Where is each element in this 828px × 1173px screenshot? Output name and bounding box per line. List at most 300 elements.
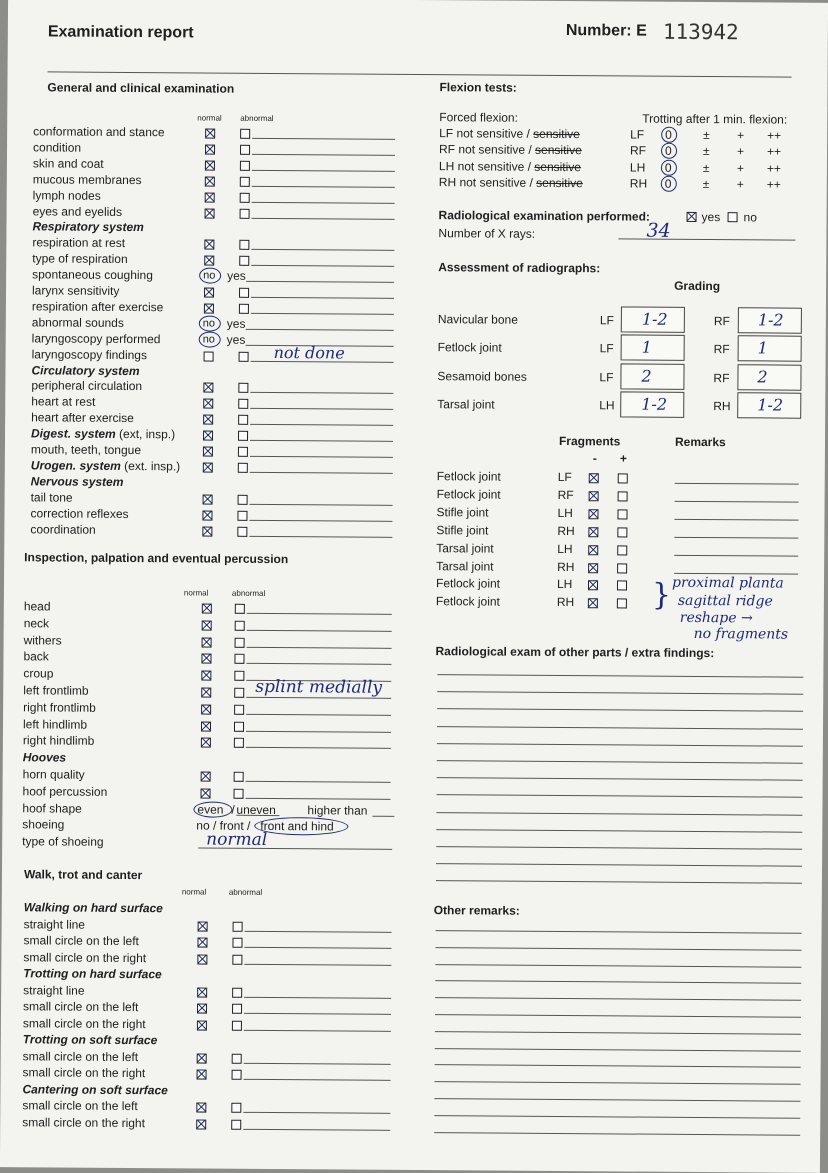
assessment-right-leg: RF — [713, 314, 730, 329]
handwritten-note: not done — [273, 342, 345, 363]
hoof-separator: / — [231, 802, 235, 817]
normal-checkbox[interactable] — [204, 256, 214, 266]
left-grade-box[interactable] — [621, 334, 685, 360]
general-section-title: General and clinical examination — [47, 80, 235, 96]
fragment-minus-checkbox[interactable] — [588, 509, 598, 519]
forced-flexion-label: Forced flexion: — [439, 110, 519, 125]
other-remarks-line — [435, 964, 801, 968]
normal-checkbox[interactable] — [203, 399, 213, 409]
abnormal-checkbox[interactable] — [239, 304, 249, 314]
fragment-plus-checkbox[interactable] — [617, 509, 627, 519]
walk-row-label: Trotting on hard surface — [23, 966, 162, 982]
grade-plusplus: ++ — [766, 144, 782, 159]
assessment-right-leg: RF — [713, 371, 730, 386]
grade-circle-mark — [661, 176, 677, 192]
walk-answer-line — [244, 1079, 391, 1081]
abnormal-checkbox[interactable] — [233, 921, 243, 931]
remarks-line — [674, 519, 798, 521]
general-answer-line — [246, 281, 394, 283]
abnormal-checkbox[interactable] — [238, 431, 248, 441]
other-parts-line — [436, 881, 802, 885]
abnormal-checkbox[interactable] — [239, 288, 249, 298]
general-row-label: eyes and eyelids — [32, 203, 123, 219]
other-remarks-line — [435, 1081, 801, 1085]
abnormal-checkbox[interactable] — [232, 1020, 242, 1030]
abnormal-checkbox[interactable] — [234, 772, 244, 782]
abnormal-checkbox[interactable] — [231, 1103, 241, 1113]
abnormal-checkbox[interactable] — [238, 383, 248, 393]
abnormal-checkbox[interactable] — [235, 604, 245, 614]
abnormal-checkbox[interactable] — [232, 1070, 242, 1080]
general-row-label: condition — [32, 140, 82, 155]
type-of-shoeing-value: normal — [206, 829, 268, 851]
right-grade-box[interactable] — [737, 364, 801, 390]
abnormal-checkbox[interactable] — [237, 510, 247, 520]
fragment-minus-checkbox[interactable] — [588, 563, 598, 573]
general-row-label: heart at rest — [31, 394, 96, 410]
grade-plusminus: ± — [702, 144, 710, 159]
other-remarks-line — [435, 1031, 801, 1035]
normal-checkbox[interactable] — [203, 494, 213, 504]
abnormal-checkbox[interactable] — [238, 494, 248, 504]
abnormal-checkbox[interactable] — [238, 399, 248, 409]
walk-row-label: Cantering on soft surface — [22, 1081, 168, 1097]
other-remarks-line — [434, 1098, 800, 1102]
normal-checkbox[interactable] — [205, 208, 215, 218]
right-grade-box[interactable] — [738, 335, 802, 361]
normal-checkbox[interactable] — [197, 1053, 207, 1063]
other-remarks-line — [435, 981, 801, 985]
other-parts-line — [437, 726, 803, 730]
fragment-joint: Fetlock joint — [435, 594, 500, 609]
inspection-row-label: neck — [23, 616, 50, 631]
fragment-leg: RH — [557, 559, 575, 574]
left-grade-box[interactable] — [620, 363, 684, 389]
abnormal-checkbox[interactable] — [239, 256, 249, 266]
grade-plusplus: ++ — [766, 177, 781, 192]
normal-checkbox[interactable] — [201, 772, 211, 782]
normal-checkbox[interactable] — [201, 788, 211, 798]
remarks-line — [675, 501, 799, 503]
walk-row-label: small circle on the left — [23, 933, 139, 949]
fragment-plus-checkbox[interactable] — [618, 473, 628, 483]
grade-plus: + — [737, 128, 745, 143]
inspection-answer-line — [246, 781, 391, 783]
general-row-label: heart after exercise — [31, 410, 134, 426]
walk-answer-line — [244, 1062, 391, 1064]
general-row-label: Respiratory system — [32, 219, 144, 235]
fragment-plus-checkbox[interactable] — [617, 599, 627, 609]
assessment-label: Sesamoid bones — [437, 369, 527, 384]
other-remarks-line — [435, 1065, 801, 1069]
radiological-no-checkbox[interactable] — [728, 212, 738, 222]
abnormal-checkbox[interactable] — [238, 415, 248, 425]
other-parts-line — [436, 846, 802, 850]
row-label-extra: (ext, insp.) — [115, 427, 176, 442]
abnormal-checkbox[interactable] — [240, 176, 250, 186]
yes-option[interactable]: yes — [226, 316, 246, 331]
normal-checkbox[interactable] — [197, 1020, 207, 1030]
normal-checkbox[interactable] — [203, 431, 213, 441]
assessment-label: Fetlock joint — [437, 340, 502, 355]
general-answer-line — [250, 408, 393, 410]
no-option[interactable]: no — [203, 269, 216, 282]
other-remarks-title: Other remarks: — [433, 903, 520, 918]
abnormal-checkbox[interactable] — [238, 447, 248, 457]
trotting-flexion-label: Trotting after 1 min. flexion: — [642, 111, 788, 127]
fragment-leg: LH — [556, 577, 573, 592]
abnormal-checkbox[interactable] — [232, 987, 242, 997]
shoeing-options[interactable]: no / front / — [196, 818, 251, 834]
fragments-plus: + — [619, 451, 627, 466]
other-remarks-line — [434, 1115, 800, 1119]
other-remarks-line — [435, 947, 801, 951]
inspection-row-label: head — [23, 599, 51, 614]
other-parts-line — [436, 829, 802, 833]
fragment-minus-checkbox[interactable] — [589, 473, 599, 483]
flexion-leg: RH — [629, 176, 648, 191]
fragment-leg: LH — [557, 505, 573, 520]
shoeing-front-and-hind[interactable]: front and hind — [260, 819, 334, 834]
handwritten-remark: sagittal ridge — [677, 592, 773, 610]
general-answer-line — [246, 329, 394, 331]
abnormal-checkbox[interactable] — [234, 688, 244, 698]
abnormal-checkbox[interactable] — [232, 1004, 242, 1014]
left-grade-value: 1-2 — [641, 309, 668, 329]
inspection-row-label: back — [23, 649, 49, 664]
general-answer-line — [251, 297, 394, 299]
normal-checkbox[interactable] — [201, 671, 211, 681]
struck-sensitive: sensitive — [534, 159, 582, 174]
flexion-leg: LH — [629, 160, 646, 175]
inspection-row-label: hoof percussion — [22, 784, 108, 799]
grade-zero-circled: 0 — [664, 144, 672, 159]
general-row-label: respiration at rest — [32, 235, 126, 251]
fragment-joint: Fetlock joint — [436, 487, 501, 502]
grade-circle-mark — [661, 127, 677, 143]
other-remarks-line — [436, 930, 802, 934]
inspection-row-label: type of shoeing — [22, 834, 104, 850]
abnormal-checkbox[interactable] — [234, 721, 244, 731]
other-remarks-line — [435, 997, 801, 1001]
other-remarks-line — [435, 1048, 801, 1052]
remarks-header: Remarks — [674, 434, 726, 450]
normal-checkbox[interactable] — [202, 510, 212, 520]
abnormal-checkbox[interactable] — [234, 789, 244, 799]
general-answer-line — [252, 138, 395, 140]
general-row-label: abnormal sounds — [31, 315, 124, 330]
walk-answer-line — [243, 1112, 390, 1114]
fragment-minus-checkbox[interactable] — [588, 581, 598, 591]
walk-row-label: small circle on the right — [23, 949, 147, 965]
other-parts-line — [436, 812, 802, 816]
yes-option[interactable]: yes — [227, 268, 246, 283]
fragment-joint: Fetlock joint — [436, 469, 501, 484]
fragment-plus-checkbox[interactable] — [618, 491, 628, 501]
fragments-minus: - — [592, 451, 597, 466]
fragment-joint: Tarsal joint — [436, 540, 494, 556]
radiological-yes: yes — [701, 209, 721, 225]
normal-checkbox[interactable] — [197, 1003, 207, 1013]
normal-checkbox[interactable] — [197, 1069, 207, 1079]
left-column — [8, 0, 828, 3]
abnormal-checkbox[interactable] — [240, 192, 250, 202]
abnormal-checkbox[interactable] — [235, 621, 245, 631]
normal-checkbox[interactable] — [202, 604, 212, 614]
remark-brace: } — [651, 577, 672, 613]
grade-circle-mark — [661, 143, 677, 159]
abnormal-checkbox[interactable] — [240, 145, 250, 155]
general-answer-line — [250, 440, 393, 442]
other-parts-line — [437, 691, 803, 695]
general-answer-line — [252, 201, 395, 203]
circled-no-mark — [199, 331, 221, 347]
inspection-row-label: right frontlimb — [23, 700, 96, 715]
grade-plusminus: ± — [702, 160, 710, 175]
fragment-minus-checkbox[interactable] — [588, 527, 598, 537]
abnormal-checkbox[interactable] — [238, 463, 248, 473]
abnormal-checkbox[interactable] — [232, 954, 242, 964]
abnormal-column-header: abnormal — [240, 113, 274, 124]
abnormal-checkbox[interactable] — [237, 526, 247, 536]
normal-checkbox[interactable] — [201, 704, 211, 714]
normal-checkbox[interactable] — [202, 620, 212, 630]
general-row-label: skin and coat — [32, 156, 104, 171]
normal-checkbox[interactable] — [205, 192, 215, 202]
walk-row-label: Trotting on soft surface — [22, 1032, 158, 1048]
other-remarks-line — [434, 1132, 800, 1136]
assessment-right-leg: RH — [713, 399, 731, 414]
normal-checkbox[interactable] — [204, 303, 214, 313]
normal-checkbox[interactable] — [205, 129, 215, 139]
assessment-left-leg: LF — [599, 313, 614, 328]
grade-zero-circled: 0 — [664, 176, 672, 191]
normal-checkbox[interactable] — [202, 637, 212, 647]
row-label-extra: (ext. insp.) — [120, 458, 181, 474]
normal-checkbox[interactable] — [196, 1119, 206, 1129]
inspection-row-label: horn quality — [22, 767, 85, 782]
general-row-label: conformation and stance — [33, 124, 165, 140]
inspection-row-label: croup — [23, 666, 54, 681]
other-parts-title: Radiological exam of other parts / extra findings: — [435, 644, 715, 661]
general-answer-line — [252, 170, 395, 172]
other-parts-line — [437, 743, 803, 747]
no-option[interactable]: no — [202, 317, 216, 330]
hoof-higher-option[interactable]: higher than — [307, 802, 368, 818]
general-answer-line — [251, 265, 394, 267]
fragment-leg: RF — [557, 487, 574, 503]
normal-checkbox[interactable] — [201, 721, 211, 731]
grade-plusminus: ± — [702, 176, 710, 191]
assessment-label: Tarsal joint — [437, 397, 495, 412]
normal-checkbox[interactable] — [196, 1102, 206, 1112]
xrays-line — [618, 238, 795, 240]
walk-row-label: straight line — [23, 982, 85, 998]
general-answer-line — [250, 456, 393, 458]
circled-even-mark — [193, 801, 235, 817]
struck-sensitive: sensitive — [535, 143, 582, 158]
other-remarks-line — [435, 1014, 801, 1018]
right-grade-value: 1 — [757, 338, 768, 358]
grade-plusminus: ± — [703, 128, 710, 143]
flexion-row: LH not sensitive / sensitive — [438, 158, 582, 174]
abnormal-checkbox[interactable] — [231, 1119, 241, 1129]
remarks-line — [675, 483, 799, 485]
inspection-answer-line — [247, 646, 392, 648]
walk-row-label: Walking on hard surface — [23, 900, 163, 916]
abnormal-checkbox[interactable] — [240, 208, 250, 218]
grading-header: Grading — [674, 278, 721, 294]
normal-checkbox[interactable] — [201, 738, 211, 748]
right-grade-value: 1-2 — [757, 310, 784, 330]
abnormal-checkbox[interactable] — [240, 129, 250, 139]
walk-row-label: small circle on the right — [22, 1015, 146, 1031]
normal-checkbox[interactable] — [204, 351, 214, 361]
fragment-joint: Tarsal joint — [436, 558, 494, 574]
inspection-answer-line — [247, 630, 392, 632]
walk-row-label: straight line — [23, 916, 86, 932]
flexion-leg: LF — [630, 127, 645, 142]
general-row-label: tail tone — [30, 490, 73, 505]
normal-checkbox[interactable] — [203, 383, 213, 393]
abnormal-checkbox[interactable] — [234, 671, 244, 681]
general-answer-line — [251, 249, 394, 251]
grade-plus: + — [736, 144, 745, 159]
abnormal-checkbox[interactable] — [234, 654, 244, 664]
abnormal-column-header: abnormal — [231, 588, 266, 598]
normal-checkbox[interactable] — [205, 176, 215, 186]
fragment-plus-checkbox[interactable] — [617, 527, 627, 537]
fragment-plus-checkbox[interactable] — [617, 581, 627, 591]
general-answer-line — [250, 472, 393, 474]
general-row-label: spontaneous coughing — [32, 267, 153, 283]
flexion-title: Flexion tests: — [439, 80, 517, 95]
normal-checkbox[interactable] — [201, 654, 211, 664]
other-parts-line — [437, 795, 803, 799]
fragment-minus-checkbox[interactable] — [588, 599, 598, 609]
circled-no-mark — [199, 268, 221, 284]
general-row-label: laryngoscopy performed — [31, 331, 161, 346]
remarks-line — [674, 554, 798, 556]
struck-sensitive: sensitive — [533, 126, 580, 142]
abnormal-checkbox[interactable] — [234, 738, 244, 748]
general-row-label: Circulatory system — [31, 362, 140, 378]
radiological-yes-checkbox[interactable] — [687, 212, 697, 222]
normal-checkbox[interactable] — [203, 415, 213, 425]
flexion-row: RH not sensitive / sensitive — [438, 175, 583, 191]
walk-section-title: Walk, trot and canter — [23, 867, 143, 883]
hoof-uneven-option[interactable]: uneven — [236, 802, 276, 817]
normal-checkbox[interactable] — [197, 954, 207, 964]
general-answer-line — [251, 313, 394, 315]
inspection-row-label: hoof shape — [22, 800, 82, 816]
inspection-answer-line — [246, 730, 391, 732]
normal-checkbox[interactable] — [203, 462, 213, 472]
general-answer-line — [250, 392, 393, 394]
normal-checkbox[interactable] — [205, 160, 215, 170]
normal-checkbox[interactable] — [202, 526, 212, 536]
walk-row-label: small circle on the left — [22, 1098, 138, 1114]
handwritten-note: splint medially — [255, 676, 383, 698]
other-parts-line — [437, 777, 803, 781]
normal-checkbox[interactable] — [198, 921, 208, 931]
general-row-label: Urogen. system (ext. insp.) — [30, 458, 181, 474]
inspection-answer-line — [247, 613, 392, 615]
walk-answer-line — [244, 1029, 391, 1031]
yes-option[interactable]: yes — [226, 332, 246, 347]
general-row-label: mouth, teeth, tongue — [30, 442, 142, 458]
no-option[interactable]: no — [202, 333, 216, 346]
xrays-label: Number of X rays: — [438, 226, 536, 241]
abnormal-checkbox[interactable] — [232, 938, 242, 948]
general-row-label: type of respiration — [32, 251, 128, 267]
fragment-joint: Stifle joint — [436, 522, 489, 538]
hoof-even-option[interactable]: even — [197, 802, 224, 817]
walk-answer-line — [244, 963, 391, 965]
general-answer-line — [250, 504, 393, 506]
flexion-leg: RF — [629, 143, 647, 158]
fragment-joint: Fetlock joint — [435, 576, 501, 591]
normal-checkbox[interactable] — [197, 987, 207, 997]
walk-row-label: small circle on the left — [22, 1048, 139, 1064]
normal-checkbox[interactable] — [204, 288, 214, 298]
fragment-plus-checkbox[interactable] — [617, 545, 627, 555]
right-column — [8, 0, 828, 3]
fragment-minus-checkbox[interactable] — [588, 545, 598, 555]
xrays-value: 34 — [646, 219, 671, 242]
normal-checkbox[interactable] — [204, 240, 214, 250]
remarks-line — [674, 572, 798, 574]
fragments-header: Fragments — [558, 434, 621, 449]
inspection-answer-line — [246, 747, 391, 749]
abnormal-checkbox[interactable] — [232, 1053, 242, 1063]
fragment-joint: Stifle joint — [436, 504, 489, 520]
other-parts-line — [437, 760, 803, 764]
normal-checkbox[interactable] — [203, 447, 213, 457]
abnormal-checkbox[interactable] — [235, 637, 245, 647]
abnormal-checkbox[interactable] — [240, 161, 250, 171]
general-row-label: Digest. system (ext, insp.) — [31, 426, 176, 442]
normal-checkbox[interactable] — [201, 688, 211, 698]
right-grade-value: 1-2 — [757, 395, 784, 415]
inspection-row-label: shoeing — [22, 817, 65, 832]
abnormal-checkbox[interactable] — [239, 351, 249, 361]
walk-answer-line — [244, 947, 391, 949]
normal-column-header: normal — [183, 588, 209, 598]
fragment-minus-checkbox[interactable] — [589, 491, 599, 501]
inspection-section-title: Inspection, palpation and eventual percussion — [24, 550, 289, 567]
left-grade-value: 1-2 — [641, 394, 668, 414]
normal-checkbox[interactable] — [205, 144, 215, 154]
circled-no-mark — [199, 315, 221, 331]
general-row-label: Nervous system — [30, 474, 124, 489]
report-number: 113942 — [662, 19, 739, 45]
left-grade-value: 1 — [641, 337, 652, 357]
abnormal-checkbox[interactable] — [239, 240, 249, 250]
grade-zero-circled: 0 — [665, 127, 672, 142]
walk-row-label: small circle on the left — [23, 999, 139, 1015]
remarks-line — [674, 537, 798, 539]
handwritten-remark: proximal planta — [671, 574, 784, 592]
left-grade-value: 2 — [641, 366, 652, 386]
fragment-plus-checkbox[interactable] — [617, 563, 627, 573]
assessment-left-leg: LF — [599, 370, 614, 385]
general-answer-line — [252, 154, 395, 156]
abnormal-checkbox[interactable] — [234, 705, 244, 715]
walk-row-label: small circle on the right — [22, 1065, 146, 1081]
normal-checkbox[interactable] — [197, 937, 207, 947]
inspection-answer-line — [246, 663, 391, 665]
